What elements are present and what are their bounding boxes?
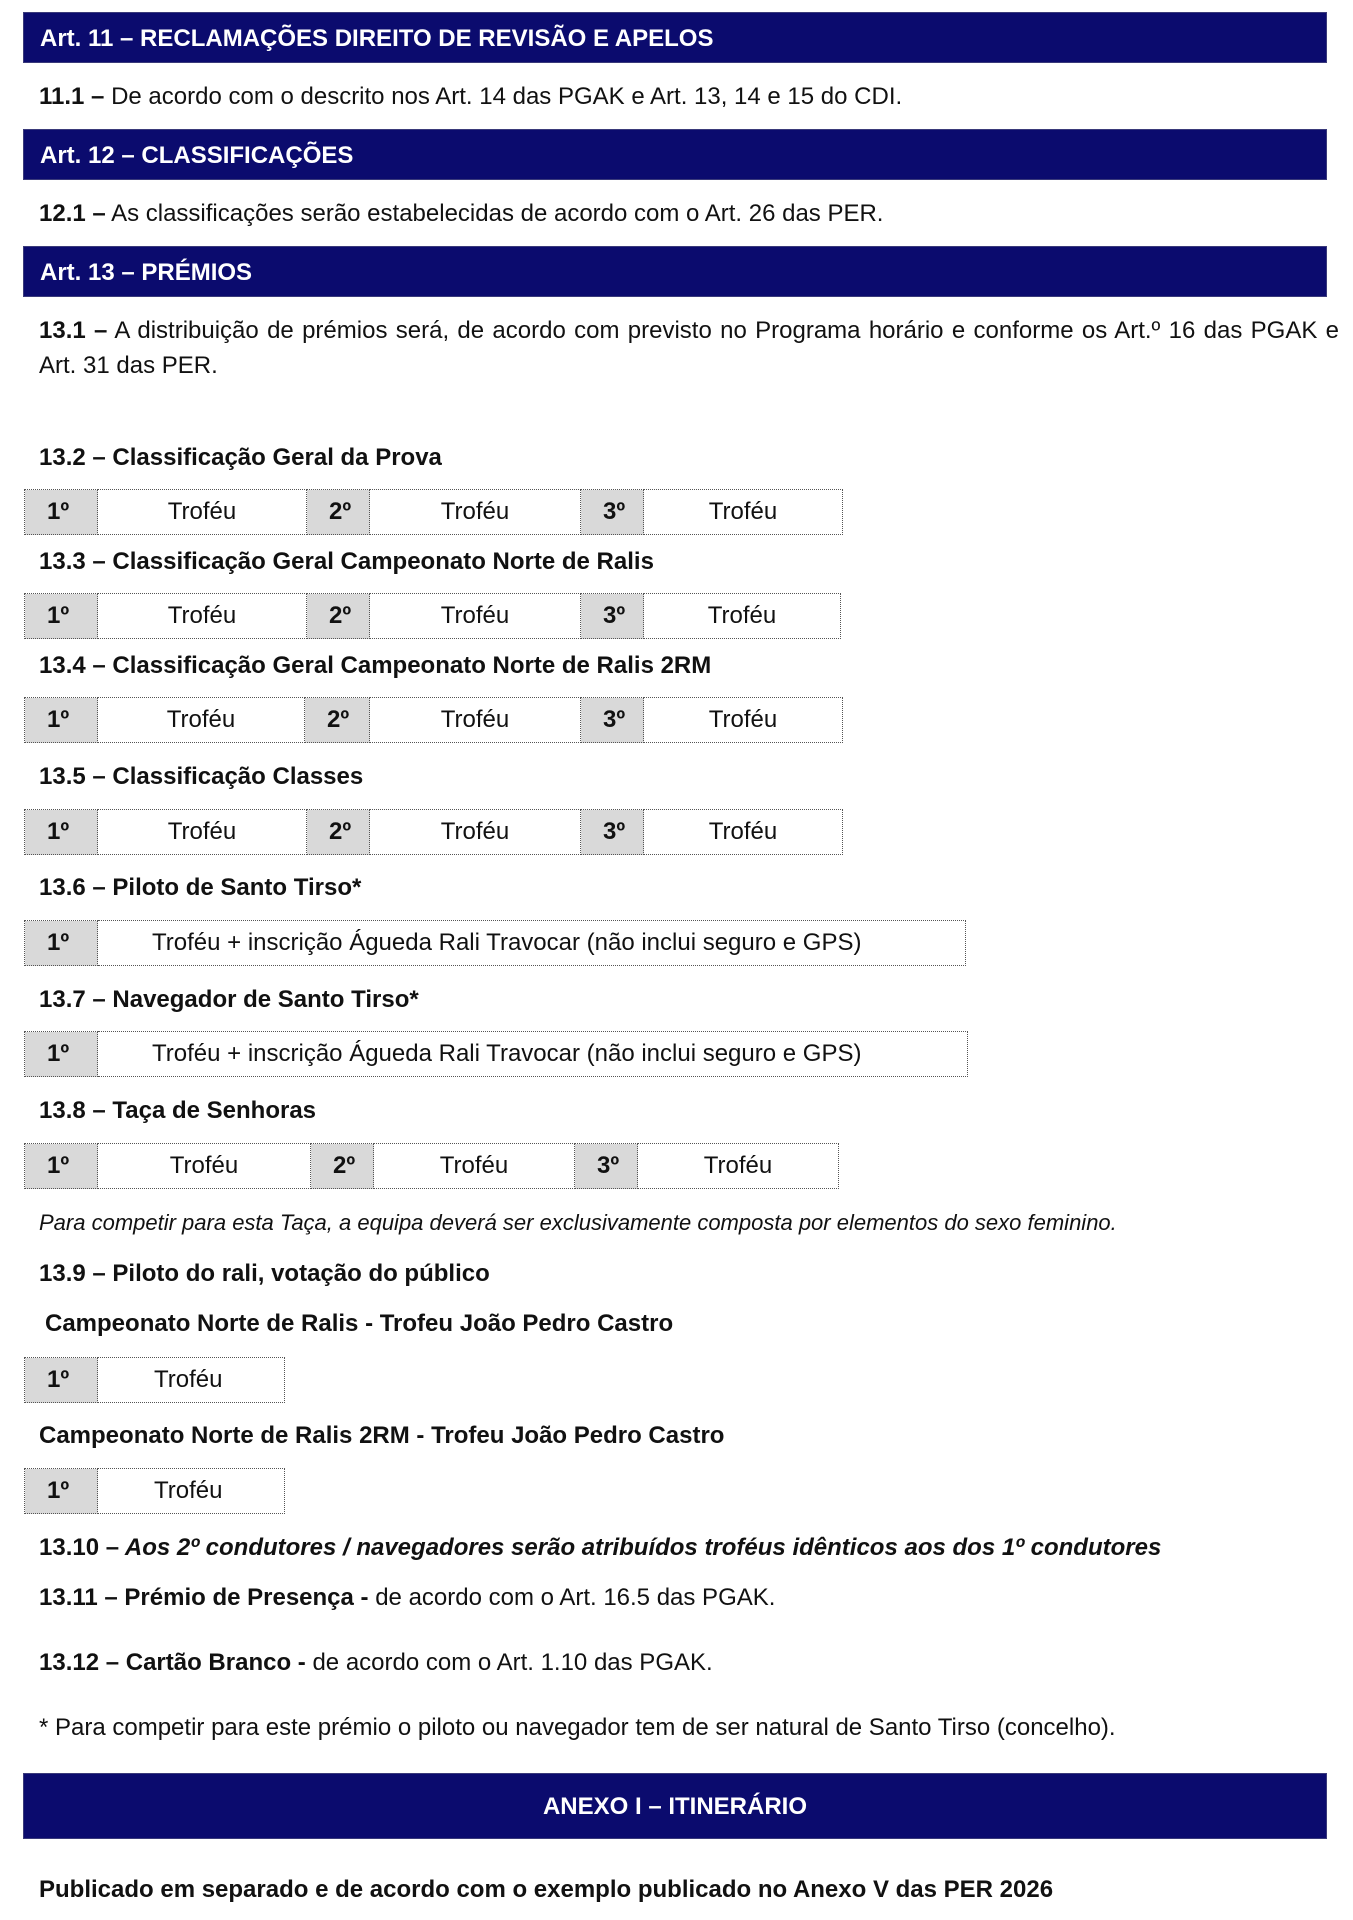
art12-num: 12.1 – bbox=[39, 200, 106, 227]
prize-value-1: Troféu + inscrição Águeda Rali Travocar (não inclui seguro e GPS) bbox=[98, 921, 966, 966]
prize-value-2: Troféu bbox=[374, 1144, 575, 1189]
prize-pos-3: 3º bbox=[581, 810, 644, 855]
section-13-10-num: 13.10 – bbox=[39, 1534, 120, 1561]
prize-pos-1: 1º bbox=[25, 1032, 98, 1077]
annex-header: ANEXO I – ITINERÁRIO bbox=[23, 1773, 1327, 1839]
section-13-10-text: Aos 2º condutores / navegadores serão atribuídos troféus idênticos aos dos 1º condutores bbox=[119, 1534, 1162, 1561]
prize-pos-1: 1º bbox=[25, 1144, 98, 1189]
art12-header: Art. 12 – CLASSIFICAÇÕES bbox=[23, 129, 1327, 180]
prize-pos-2: 2º bbox=[305, 698, 370, 743]
section-13-5-title: 13.5 – Classificação Classes bbox=[39, 763, 364, 790]
prize-value-3: Troféu bbox=[644, 490, 843, 535]
section-13-8-note: Para competir para esta Taça, a equipa deverá ser exclusivamente composta por elementos do sexo feminino. bbox=[39, 1210, 1117, 1235]
prize-table-13-8 bbox=[24, 1143, 839, 1189]
prize-pos-3: 3º bbox=[581, 490, 644, 535]
prize-value-3: Troféu bbox=[644, 810, 843, 855]
prize-value-3: Troféu bbox=[644, 594, 841, 639]
prize-value-1: Troféu bbox=[98, 810, 307, 855]
section-13-6-title: 13.6 – Piloto de Santo Tirso* bbox=[39, 874, 362, 901]
prize-value-2: Troféu bbox=[370, 698, 581, 743]
prize-pos-2: 2º bbox=[307, 594, 370, 639]
prize-value-2: Troféu bbox=[370, 490, 581, 535]
prize-pos-1: 1º bbox=[25, 1469, 98, 1514]
art11-num: 11.1 – bbox=[39, 83, 105, 110]
section-13-2-title: 13.2 – Classificação Geral da Prova bbox=[39, 444, 442, 471]
prize-table-13-7 bbox=[24, 1031, 968, 1077]
prize-pos-1: 1º bbox=[25, 921, 98, 966]
prize-value-1: Troféu bbox=[98, 490, 307, 535]
prize-table-13-9-b bbox=[24, 1468, 285, 1514]
prize-pos-1: 1º bbox=[25, 1358, 98, 1403]
prize-value-1: Troféu bbox=[98, 1469, 285, 1514]
prize-value-3: Troféu bbox=[638, 1144, 839, 1189]
art11-header: Art. 11 – RECLAMAÇÕES DIREITO DE REVISÃO E APELOS bbox=[23, 12, 1327, 63]
section-13-11 bbox=[39, 1584, 775, 1612]
section-13-8-title: 13.8 – Taça de Senhoras bbox=[39, 1097, 317, 1124]
section-13-11-num: 13.11 – Prémio de Presença - bbox=[39, 1584, 369, 1611]
art12-paragraph bbox=[39, 200, 883, 228]
prize-value-2: Troféu bbox=[370, 810, 581, 855]
section-13-10 bbox=[39, 1534, 1161, 1562]
prize-pos-2: 2º bbox=[307, 490, 370, 535]
art13-header: Art. 13 – PRÉMIOS bbox=[23, 246, 1327, 297]
section-13-9-title: 13.9 – Piloto do rali, votação do público bbox=[39, 1260, 490, 1287]
prize-table-13-6 bbox=[24, 920, 966, 966]
prize-pos-3: 3º bbox=[581, 594, 644, 639]
art13-num: 13.1 – bbox=[39, 317, 108, 344]
footnote: * Para competir para este prémio o piloto ou navegador tem de ser natural de Santo Tirso (concelho). bbox=[39, 1714, 1116, 1741]
art11-text: De acordo com o descrito nos Art. 14 das PGAK e Art. 13, 14 e 15 do CDI. bbox=[104, 83, 903, 110]
prize-pos-1: 1º bbox=[25, 490, 98, 535]
art11-paragraph bbox=[39, 83, 902, 111]
annex-text: Publicado em separado e de acordo com o exemplo publicado no Anexo V das PER 2026 bbox=[39, 1876, 1054, 1903]
prize-pos-1: 1º bbox=[25, 698, 98, 743]
prize-pos-3: 3º bbox=[581, 698, 644, 743]
prize-pos-3: 3º bbox=[575, 1144, 638, 1189]
prize-pos-1: 1º bbox=[25, 810, 98, 855]
section-13-4-title: 13.4 – Classificação Geral Campeonato Norte de Ralis 2RM bbox=[39, 652, 712, 679]
prize-value-1: Troféu bbox=[98, 594, 307, 639]
prize-table-13-5 bbox=[24, 809, 843, 855]
section-13-12 bbox=[39, 1649, 713, 1677]
prize-value-1: Troféu bbox=[98, 1144, 311, 1189]
section-13-12-text: de acordo com o Art. 1.10 das PGAK. bbox=[305, 1649, 713, 1676]
prize-table-13-2 bbox=[24, 489, 843, 535]
prize-pos-1: 1º bbox=[25, 594, 98, 639]
section-13-9-subtitle-b: Campeonato Norte de Ralis 2RM - Trofeu João Pedro Castro bbox=[39, 1422, 725, 1449]
prize-table-13-4 bbox=[24, 697, 843, 743]
prize-table-13-3 bbox=[24, 593, 841, 639]
prize-value-1: Troféu + inscrição Águeda Rali Travocar (não inclui seguro e GPS) bbox=[98, 1032, 968, 1077]
art12-text: As classificações serão estabelecidas de acordo com o Art. 26 das PER. bbox=[105, 200, 884, 227]
prize-value-2: Troféu bbox=[370, 594, 581, 639]
prize-value-3: Troféu bbox=[644, 698, 843, 743]
section-13-12-num: 13.12 – Cartão Branco - bbox=[39, 1649, 306, 1676]
prize-value-1: Troféu bbox=[98, 698, 305, 743]
prize-table-13-9-a bbox=[24, 1357, 285, 1403]
section-13-11-text: de acordo com o Art. 16.5 das PGAK. bbox=[368, 1584, 776, 1611]
section-13-7-title: 13.7 – Navegador de Santo Tirso* bbox=[39, 986, 419, 1013]
prize-value-1: Troféu bbox=[98, 1358, 285, 1403]
section-13-9-subtitle-a: Campeonato Norte de Ralis - Trofeu João Pedro Castro bbox=[45, 1310, 674, 1337]
section-13-3-title: 13.3 – Classificação Geral Campeonato Norte de Ralis bbox=[39, 548, 654, 575]
art13-paragraph bbox=[39, 313, 1339, 383]
prize-pos-2: 2º bbox=[311, 1144, 374, 1189]
art13-text: A distribuição de prémios será, de acordo com previsto no Programa horário e conforme os Art.º 16 das PGAK e Art. 31 das PER. bbox=[39, 317, 1339, 379]
prize-pos-2: 2º bbox=[307, 810, 370, 855]
